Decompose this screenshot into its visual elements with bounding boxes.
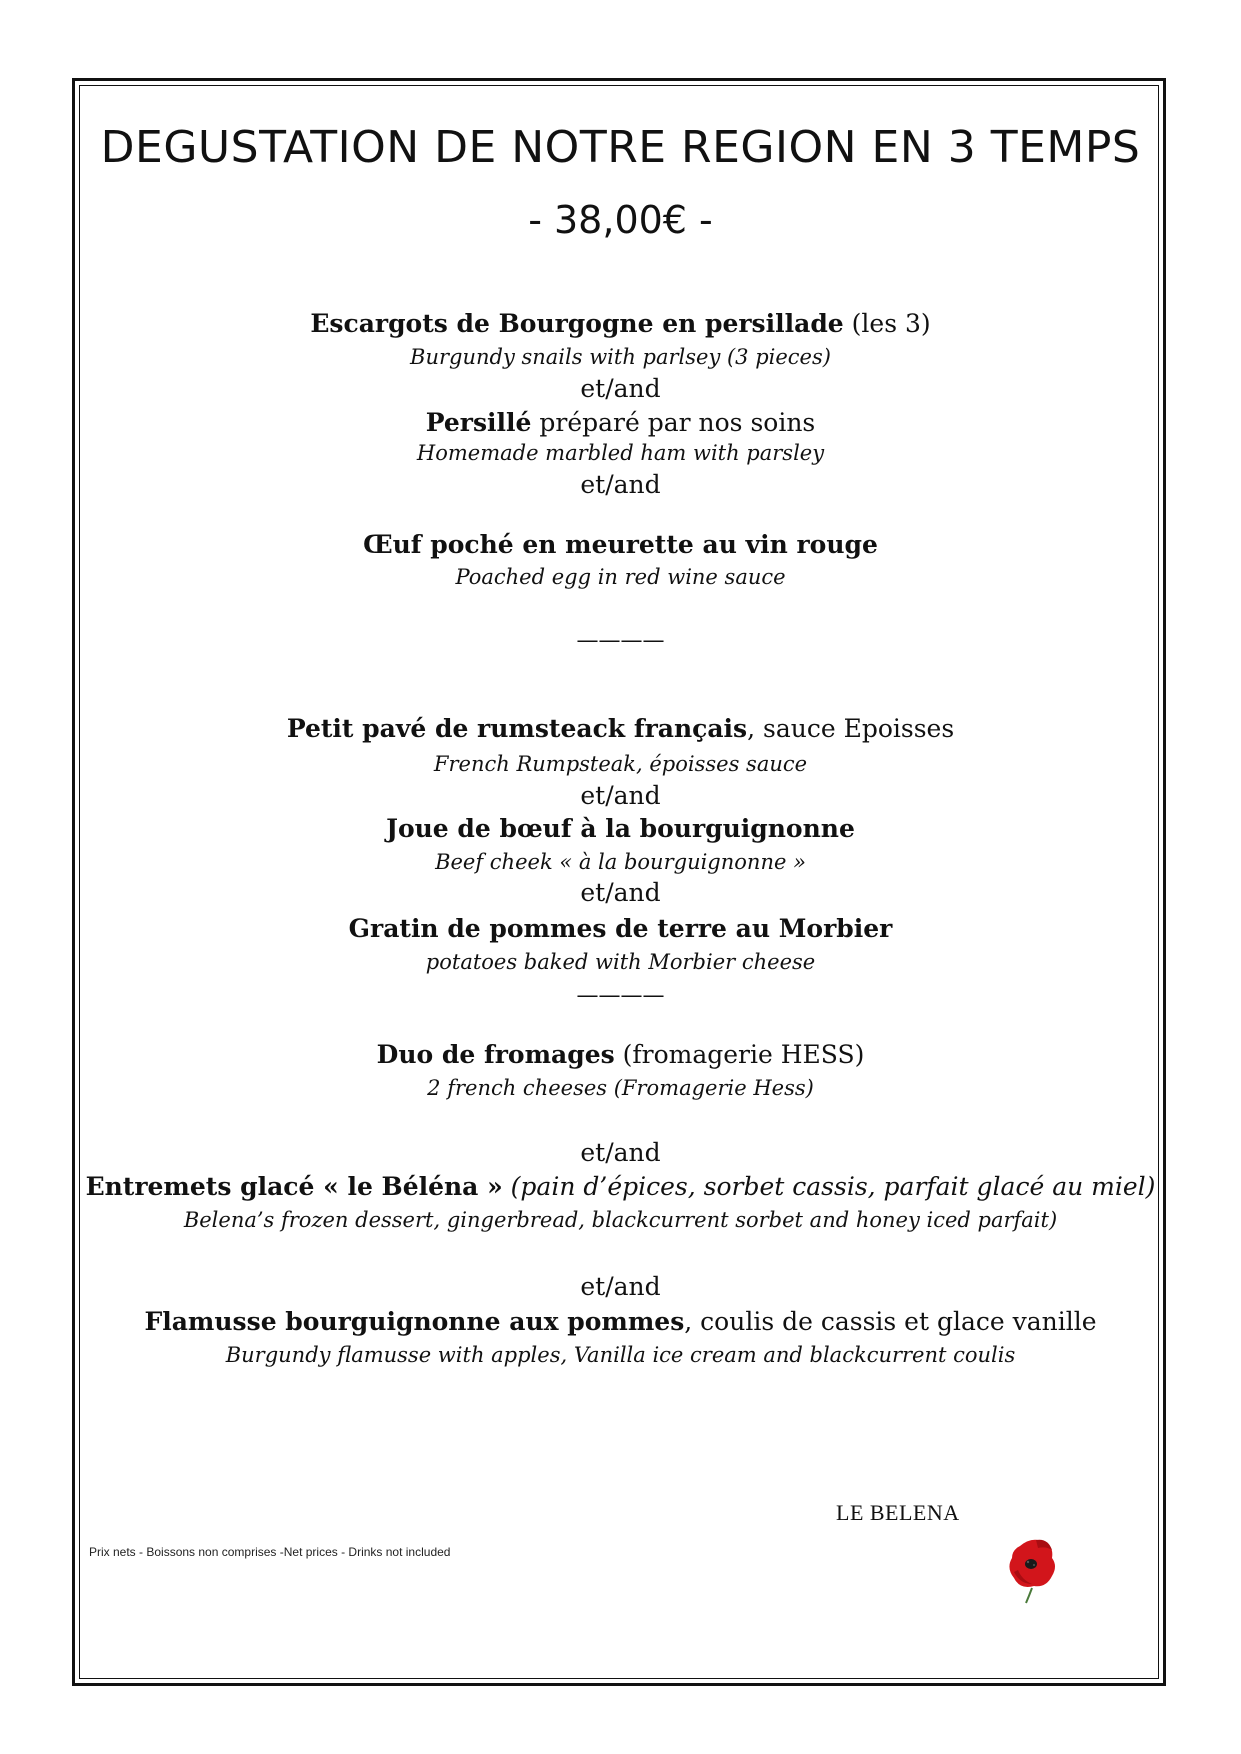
conjunction: et/and (580, 1138, 661, 1167)
dish-pave-en: French Rumpsteak, époisses sauce (433, 752, 808, 776)
dish-joue-en: Beef cheek « à la bourguignonne » (435, 850, 806, 874)
dish-entremets-en: Belena’s frozen dessert, gingerbread, blackcurrent sorbet and honey iced parfait) (183, 1208, 1058, 1232)
course-separator: ———— (576, 983, 665, 1008)
dish-duo-fromages-en: 2 french cheeses (Fromagerie Hess) (427, 1076, 814, 1100)
conjunction: et/and (580, 1272, 661, 1301)
dish-flamusse-en: Burgundy flamusse with apples, Vanilla ice cream and blackcurrent coulis (225, 1343, 1016, 1367)
price-footnote: Prix nets - Boissons non comprises -Net prices - Drinks not included (89, 1545, 451, 1559)
dish-oeuf: Œuf poché en meurette au vin rouge (363, 530, 878, 559)
dish-duo-fromages: Duo de fromages (fromagerie HESS) (376, 1040, 865, 1069)
dish-persille-en: Homemade marbled ham with parsley (416, 441, 825, 465)
conjunction: et/and (580, 878, 661, 907)
conjunction: et/and (580, 470, 661, 499)
poppy-flower-icon (998, 1532, 1070, 1604)
dish-joue: Joue de bœuf à la bourguignonne (386, 814, 855, 843)
dish-escargots-en: Burgundy snails with parlsey (3 pieces) (410, 345, 831, 369)
dish-gratin: Gratin de pommes de terre au Morbier (348, 914, 893, 943)
restaurant-name: LE BELENA (836, 1500, 960, 1525)
dish-escargots: Escargots de Bourgogne en persillade (les 3) (310, 309, 931, 338)
menu-price: - 38,00€ - (528, 198, 713, 242)
dish-persille: Persillé préparé par nos soins (425, 408, 816, 437)
conjunction: et/and (580, 374, 661, 403)
dish-entremets: Entremets glacé « le Béléna » (pain d’épices, sorbet cassis, parfait glacé au miel) (85, 1172, 1156, 1201)
course-separator: ———— (576, 628, 665, 653)
dish-gratin-en: potatoes baked with Morbier cheese (425, 950, 816, 974)
dish-flamusse: Flamusse bourguignonne aux pommes, coulis de cassis et glace vanille (144, 1307, 1097, 1336)
dish-pave: Petit pavé de rumsteack français, sauce Epoisses (286, 714, 955, 743)
dish-oeuf-en: Poached egg in red wine sauce (455, 565, 786, 589)
menu-title: DEGUSTATION DE NOTRE REGION EN 3 TEMPS (100, 122, 1141, 173)
conjunction: et/and (580, 781, 661, 810)
